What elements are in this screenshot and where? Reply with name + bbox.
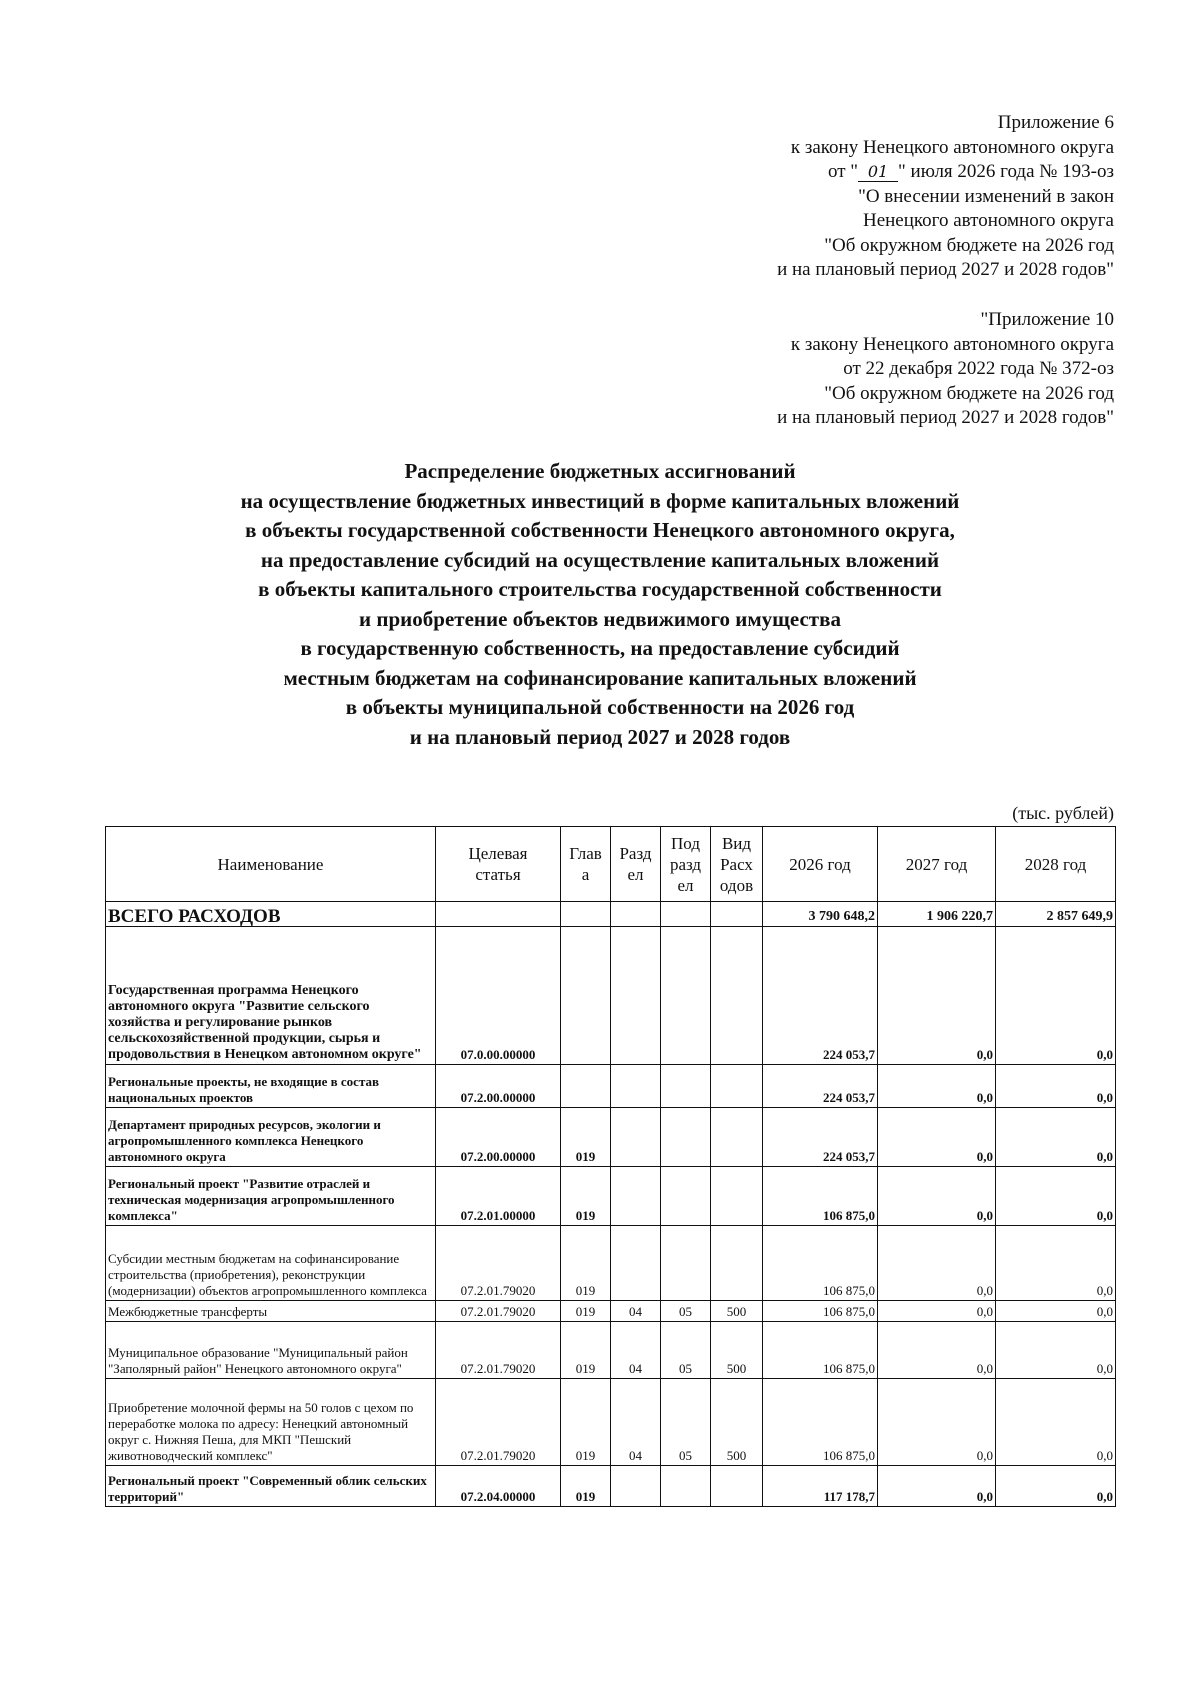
cell-name: ВСЕГО РАСХОДОВ (106, 902, 436, 927)
cell-section (611, 1065, 661, 1108)
appendix-10-line: "Об окружном бюджете на 2026 год (824, 382, 1114, 404)
cell-2027: 0,0 (878, 1108, 996, 1167)
date-suffix: " июля 2026 года № 193-оз (898, 161, 1114, 182)
cell-section (611, 1466, 661, 1507)
cell-target: 07.2.04.00000 (436, 1466, 561, 1507)
appendix-6-line: к закону Ненецкого автономного округа (790, 136, 1114, 158)
cell-name: Приобретение молочной фермы на 50 голов с цехом по переработке молока по адресу: Ненецкий автономный округ с. Нижняя Пеша, для МКП "Пешский животноводческий комплекс" (106, 1379, 436, 1466)
cell-chapter: 019 (561, 1167, 611, 1226)
table-row (106, 1065, 1116, 1108)
cell-name: Межбюджетные трансферты (106, 1301, 436, 1322)
cell-name: Региональный проект "Современный облик сельских территорий" (106, 1466, 436, 1507)
cell-section (611, 1226, 661, 1301)
table-row-total (106, 902, 1116, 927)
cell-name: Департамент природных ресурсов, экологии и агропромышленного комплекса Ненецкого автономного округа (106, 1108, 436, 1167)
header-section (611, 827, 661, 902)
cell-expense-type (711, 1226, 763, 1301)
title-line: и на плановый период 2027 и 2028 годов (409, 724, 791, 749)
cell-2027: 0,0 (878, 1226, 996, 1301)
table-row (106, 1301, 1116, 1322)
units-label: (тыс. рублей) (1012, 803, 1114, 823)
header-subsection-line: разд (669, 854, 702, 874)
cell-section (611, 1108, 661, 1167)
cell-2026: 106 875,0 (763, 1167, 878, 1226)
cell-2028: 0,0 (996, 1301, 1116, 1322)
cell-chapter: 019 (561, 1322, 611, 1379)
appendix-10-line: от 22 декабря 2022 года № 372-оз (843, 358, 1114, 379)
cell-chapter (561, 927, 611, 1065)
appendix-6-line: Приложение 6 (997, 112, 1114, 133)
header-chapter-line: а (581, 865, 590, 884)
header-subsection-line: ел (677, 875, 694, 895)
cell-2027: 0,0 (878, 927, 996, 1065)
cell-subsection (661, 1108, 711, 1167)
cell-expense-type: 500 (711, 1301, 763, 1322)
table-row (106, 1226, 1116, 1301)
cell-name: Региональные проекты, не входящие в состав национальных проектов (106, 1065, 436, 1108)
header-2027: 2027 год (878, 827, 996, 902)
appendix-6-header (777, 111, 1114, 283)
header-name: Наименование (106, 827, 436, 902)
title-line: местным бюджетам на софинансирование капитальных вложений (283, 665, 917, 690)
cell-subsection: 05 (661, 1322, 711, 1379)
table-row (106, 1322, 1116, 1379)
title-line: и приобретение объектов недвижимого имущества (359, 606, 841, 631)
cell-2026: 117 178,7 (763, 1466, 878, 1507)
cell-2027: 0,0 (878, 1379, 996, 1466)
title-line: в объекты государственной собственности Ненецкого автономного округа, (245, 518, 955, 542)
cell-subsection: 05 (661, 1379, 711, 1466)
cell-chapter: 019 (561, 1226, 611, 1301)
cell-2028: 0,0 (996, 1065, 1116, 1108)
cell-target: 07.2.00.00000 (436, 1108, 561, 1167)
cell-subsection (661, 1065, 711, 1108)
cell-2027: 0,0 (878, 1065, 996, 1108)
header-2026: 2026 год (763, 827, 878, 902)
cell-section: 04 (611, 1322, 661, 1379)
cell-2027: 0,0 (878, 1322, 996, 1379)
cell-chapter: 019 (561, 1466, 611, 1507)
cell-section (611, 927, 661, 1065)
appendix-6-line: Ненецкого автономного округа (862, 210, 1114, 231)
cell-expense-type (711, 1065, 763, 1108)
cell-target: 07.2.01.79020 (436, 1379, 561, 1466)
header-expense-line: одов (719, 875, 754, 895)
cell-chapter (561, 902, 611, 927)
cell-target: 07.2.01.79020 (436, 1301, 561, 1322)
title-line: на осуществление бюджетных инвестиций в форме капитальных вложений (240, 488, 960, 513)
cell-expense-type (711, 1167, 763, 1226)
cell-expense-type (711, 1466, 763, 1507)
cell-2028: 2 857 649,9 (996, 902, 1116, 927)
cell-name: Региональный проект "Развитие отраслей и техническая модернизация агропромышленного комплекса" (106, 1167, 436, 1226)
title-line: в государственную собственность, на предоставление субсидий (300, 636, 900, 660)
cell-2026: 106 875,0 (763, 1301, 878, 1322)
appendix-10-line: "Приложение 10 (980, 309, 1114, 330)
cell-2026: 224 053,7 (763, 927, 878, 1065)
table-row (106, 1379, 1116, 1466)
header-section-line: Разд (619, 844, 652, 863)
header-expense-line: Вид (721, 833, 752, 853)
header-chapter-line: Глав (569, 844, 602, 863)
cell-subsection (661, 1466, 711, 1507)
table-row (106, 927, 1116, 1065)
document-title (0, 457, 1200, 752)
cell-2026: 106 875,0 (763, 1379, 878, 1466)
cell-2027: 0,0 (878, 1466, 996, 1507)
cell-subsection (661, 927, 711, 1065)
table-header-row (106, 827, 1116, 902)
header-target-line: Целевая (468, 844, 528, 863)
header-subsection (661, 827, 711, 902)
title-line: Распределение бюджетных ассигнований (404, 459, 796, 483)
cell-subsection: 05 (661, 1301, 711, 1322)
table-row (106, 1167, 1116, 1226)
header-section-line: ел (627, 865, 644, 884)
cell-2026: 106 875,0 (763, 1226, 878, 1301)
appendix-6-line: "О внесении изменений в закон (858, 185, 1114, 207)
cell-2026: 224 053,7 (763, 1065, 878, 1108)
cell-subsection (661, 1167, 711, 1226)
appendix-10-line: и на плановый период 2027 и 2028 годов" (777, 407, 1114, 428)
header-chapter (561, 827, 611, 902)
header-2028: 2028 год (996, 827, 1116, 902)
cell-2028: 0,0 (996, 1108, 1116, 1167)
cell-2028: 0,0 (996, 1167, 1116, 1226)
cell-2026: 224 053,7 (763, 1108, 878, 1167)
cell-target (436, 902, 561, 927)
title-line: в объекты муниципальной собственности на 2026 год (345, 695, 855, 719)
cell-2028: 0,0 (996, 1226, 1116, 1301)
appendix-6-line: и на плановый период 2027 и 2028 годов" (777, 259, 1114, 280)
appendix-10-header (777, 308, 1114, 431)
header-subsection-line: Под (671, 833, 700, 853)
header-expense-line: Расх (720, 854, 753, 874)
cell-2028: 0,0 (996, 927, 1116, 1065)
date-prefix: от " (827, 161, 859, 182)
appendix-10-line: к закону Ненецкого автономного округа (790, 333, 1114, 355)
table-row (106, 1466, 1116, 1507)
cell-2027: 0,0 (878, 1301, 996, 1322)
cell-2028: 0,0 (996, 1466, 1116, 1507)
title-line: на предоставление субсидий на осуществление капитальных вложений (260, 547, 940, 572)
cell-target: 07.2.01.79020 (436, 1226, 561, 1301)
cell-chapter: 019 (561, 1108, 611, 1167)
cell-expense-type (711, 1108, 763, 1167)
cell-section (611, 1167, 661, 1226)
cell-target: 07.2.01.00000 (436, 1167, 561, 1226)
appendix-6-date-line (777, 160, 1114, 185)
cell-2026: 106 875,0 (763, 1322, 878, 1379)
cell-subsection (661, 1226, 711, 1301)
cell-chapter: 019 (561, 1379, 611, 1466)
cell-section (611, 902, 661, 927)
cell-expense-type: 500 (711, 1379, 763, 1466)
cell-target: 07.0.00.00000 (436, 927, 561, 1065)
header-target (436, 827, 561, 902)
cell-section: 04 (611, 1379, 661, 1466)
cell-2028: 0,0 (996, 1379, 1116, 1466)
table-row (106, 1108, 1116, 1167)
header-expense-type (711, 827, 763, 902)
cell-chapter: 019 (561, 1301, 611, 1322)
cell-2027: 0,0 (878, 1167, 996, 1226)
title-line: в объекты капитального строительства государственной собственности (258, 577, 942, 601)
header-target-line: статья (475, 865, 521, 884)
cell-2027: 1 906 220,7 (878, 902, 996, 927)
cell-chapter (561, 1065, 611, 1108)
cell-expense-type: 500 (711, 1322, 763, 1379)
cell-name: Субсидии местным бюджетам на софинансирование строительства (приобретения), реконструкции (модернизации) объектов агропромышленного комплекса (106, 1226, 436, 1301)
appendix-6-line: "Об окружном бюджете на 2026 год (824, 234, 1114, 256)
cell-target: 07.2.01.79020 (436, 1322, 561, 1379)
cell-expense-type (711, 927, 763, 1065)
handwritten-day: 01 (858, 163, 898, 182)
budget-table (105, 826, 1116, 1507)
cell-2026: 3 790 648,2 (763, 902, 878, 927)
cell-subsection (661, 902, 711, 927)
cell-2028: 0,0 (996, 1322, 1116, 1379)
cell-section: 04 (611, 1301, 661, 1322)
cell-name: Муниципальное образование "Муниципальный район "Заполярный район" Ненецкого автономного округа" (106, 1322, 436, 1379)
cell-expense-type (711, 902, 763, 927)
cell-name: Государственная программа Ненецкого автономного округа "Развитие сельского хозяйства и регулирование рынков сельскохозяйственной продукции, сырья и продовольствия в Ненецком автономном округе" (106, 927, 436, 1065)
cell-target: 07.2.00.00000 (436, 1065, 561, 1108)
